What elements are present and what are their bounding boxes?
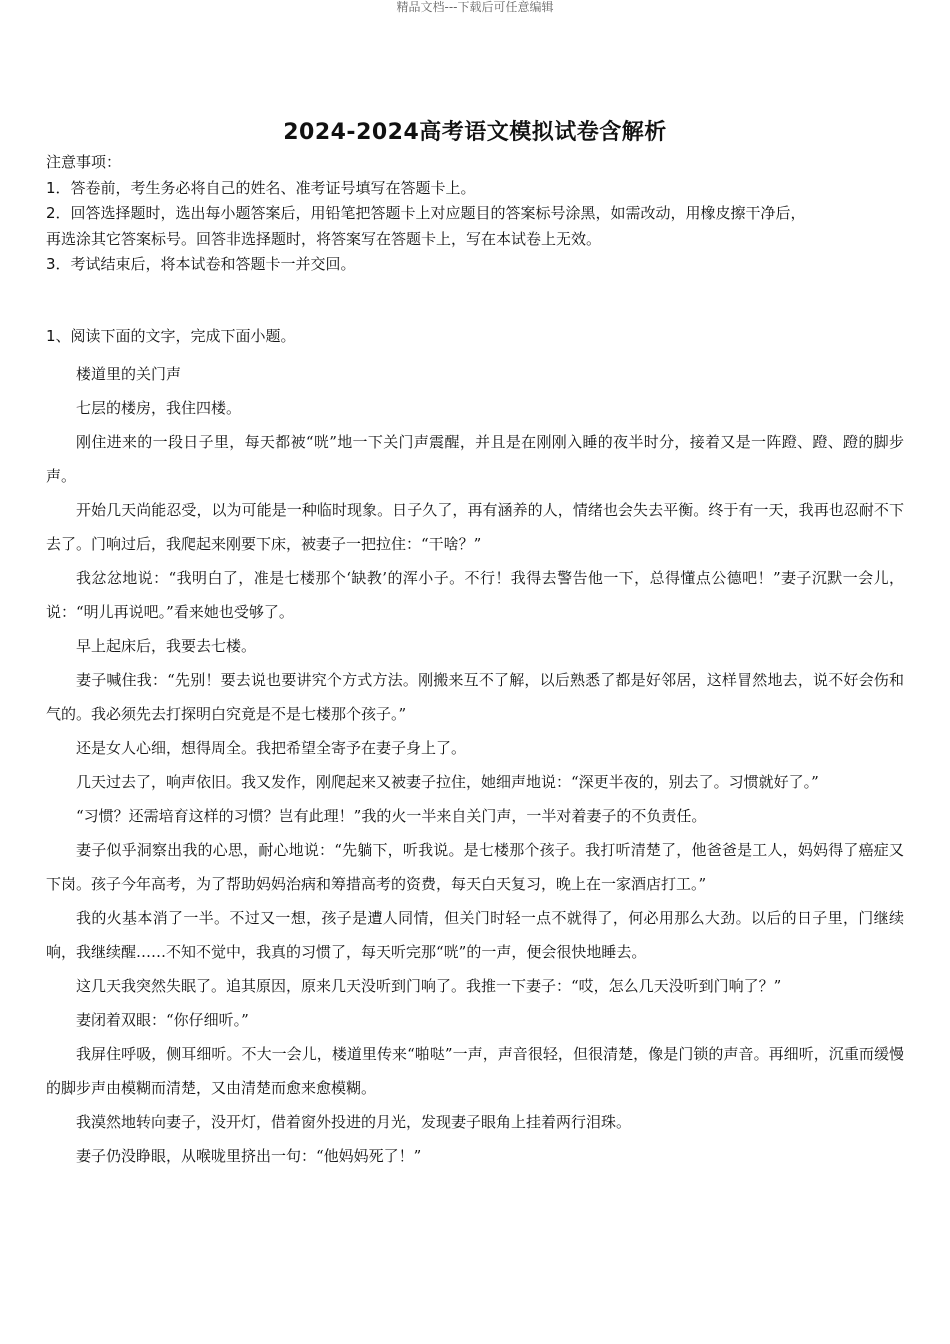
passage-paragraph: 我漠然地转向妻子，没开灯，借着窗外投进的月光，发现妻子眼角上挂着两行泪珠。 (76, 1113, 632, 1131)
passage-paragraph: 刚住进来的一段日子里，每天都被“咣”地一下关门声震醒，并且是在刚刚入睡的夜半时分，接着又是一阵蹬、蹬、蹬的脚步声。 (46, 433, 904, 485)
page-title: 2024-2024高考语文模拟试卷含解析 (283, 120, 667, 145)
passage-title: 楼道里的关门声 (76, 365, 182, 383)
reading-passage (46, 357, 904, 1173)
passage-paragraph: 几天过去了，响声依旧。我又发作，刚爬起来又被妻子拉住，她细声地说：“深更半夜的，别去了。习惯就好了。” (76, 773, 819, 791)
notice-section (46, 150, 906, 278)
passage-paragraph: 还是女人心细，想得周全。我把希望全寄予在妻子身上了。 (76, 739, 467, 757)
passage-paragraph: 这几天我突然失眠了。追其原因，原来几天没听到门响了。我推一下妻子：“哎，怎么几天没听到门响了？” (76, 977, 782, 995)
passage-paragraph: 妻子似乎洞察出我的心思，耐心地说：“先躺下，听我说。是七楼那个孩子。我打听清楚了，他爸爸是工人，妈妈得了癌症又下岗。孩子今年高考，为了帮助妈妈治病和筹措高考的资费，每天白天复习，晚上在一家酒店打工。” (46, 841, 904, 893)
notice-item: 3．考试结束后，将本试卷和答题卡一并交回。 (46, 255, 356, 273)
notice-item: 1．答卷前，考生务必将自己的姓名、准考证号填写在答题卡上。 (46, 178, 476, 197)
passage-paragraph: 我的火基本消了一半。不过又一想，孩子是遭人同情，但关门时轻一点不就得了，何必用那么大劲。以后的日子里，门继续响，我继续醒……不知不觉中，我真的习惯了，每天听完那“咣”的一声，便会很快地睡去。 (46, 909, 904, 961)
passage-paragraph: 早上起床后，我要去七楼。 (76, 637, 257, 655)
notice-heading: 注意事项： (46, 153, 122, 171)
question-1-prompt: 1、阅读下面的文字，完成下面小题。 (46, 327, 296, 345)
passage-paragraph: “习惯？还需培育这样的习惯？岂有此理！”我的火一半来自关门声，一半对着妻子的不负责任。 (76, 807, 707, 825)
passage-paragraph: 开始几天尚能忍受，以为可能是一种临时现象。日子久了，再有涵养的人，情绪也会失去平衡。终于有一天，我再也忍耐不下去了。门响过后，我爬起来刚要下床，被妻子一把拉住：“干啥？” (46, 501, 904, 553)
passage-paragraph: 妻子仍没睁眼，从喉咙里挤出一句：“他妈妈死了！” (76, 1147, 422, 1165)
passage-paragraph: 妻闭着双眼：“你仔细听。” (76, 1011, 249, 1029)
passage-paragraph: 妻子喊住我：“先别！要去说也要讲究个方式方法。刚搬来互不了解，以后熟悉了都是好邻居，这样冒然地去，说不好会伤和气的。我必须先去打探明白究竟是不是七楼那个孩子。” (46, 671, 904, 723)
passage-paragraph: 我忿忿地说：“我明白了，准是七楼那个‘缺教’的浑小子。不行！我得去警告他一下，总得懂点公德吧！”妻子沉默一会儿，说：“明儿再说吧。”看来她也受够了。 (46, 569, 904, 621)
passage-paragraph: 七层的楼房，我住四楼。 (76, 399, 242, 417)
page-header: 精品文档---下载后可任意编辑 (396, 0, 554, 14)
notice-item: 2．回答选择题时，选出每小题答案后，用铅笔把答题卡上对应题目的答案标号涂黑，如需改动，用橡皮擦干净后， 再选涂其它答案标号。回答非选择题时，将答案写在答题卡上，写在本试卷上无效。 (46, 204, 806, 248)
passage-paragraph: 我屏住呼吸，侧耳细听。不大一会儿，楼道里传来“啪哒”一声，声音很轻，但很清楚，像是门锁的声音。再细听，沉重而缓慢的脚步声由模糊而清楚，又由清楚而愈来愈模糊。 (46, 1045, 904, 1097)
